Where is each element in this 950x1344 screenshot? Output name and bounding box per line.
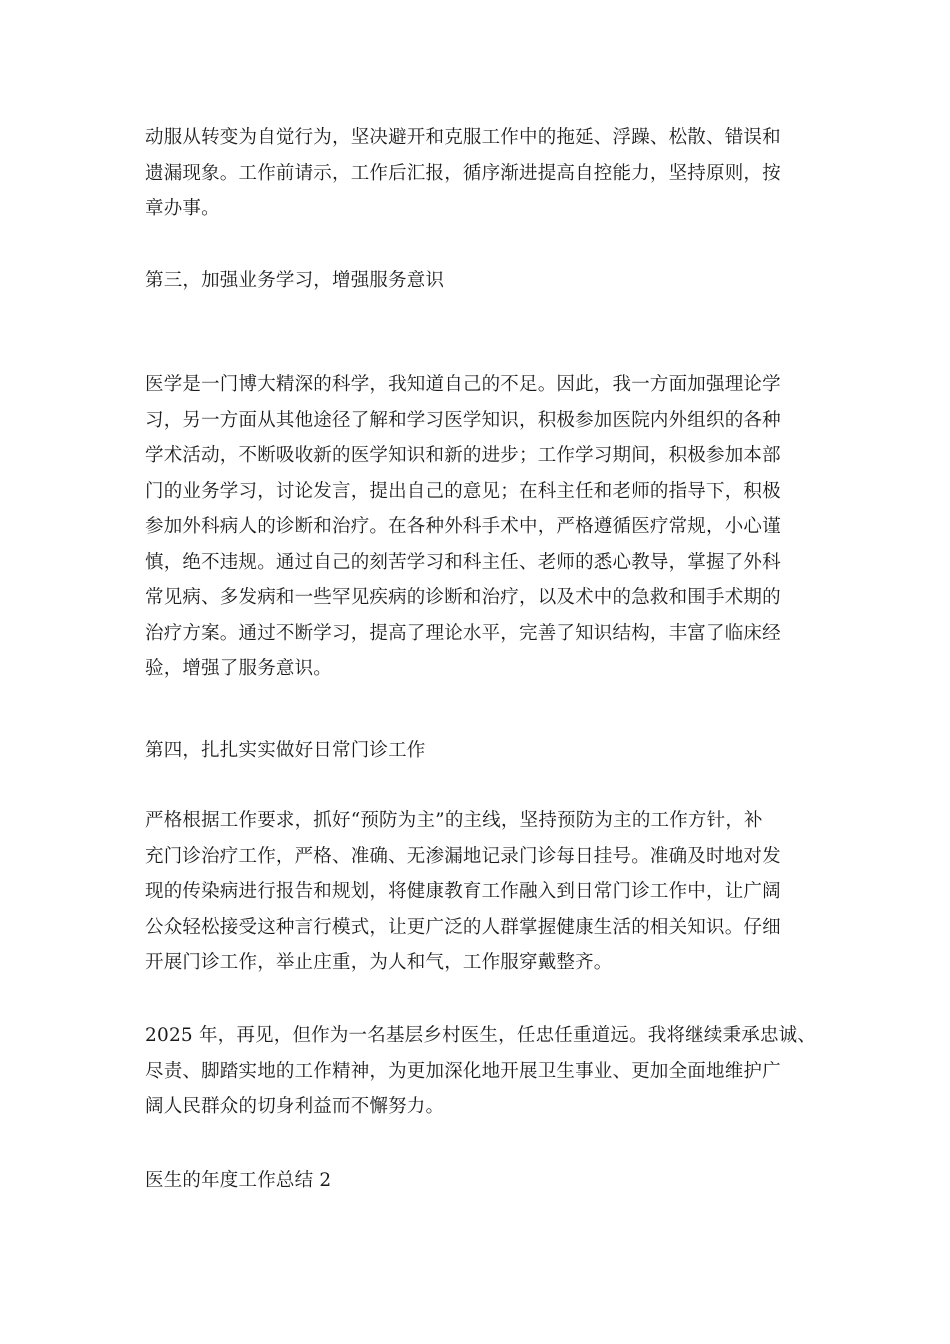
paragraph-line: 章办事。 [145, 198, 220, 219]
paragraph-line: 验，增强了服务意识。 [145, 658, 333, 679]
paragraph-clinic [145, 803, 815, 981]
paragraph-line: 治疗方案。通过不断学习，提高了理论水平，完善了知识结构，丰富了临床经 [145, 622, 781, 644]
paragraph-continuation [145, 120, 815, 227]
paragraph-line: 常见病、多发病和一些罕见疾病的诊断和治疗，以及术中的急救和围手术期的 [145, 587, 781, 608]
paragraph-line: 参加外科病人的诊断和治疗。在各种外科手术中，严格遵循医疗常规，小心谨 [145, 516, 781, 537]
paragraph-line: 遗漏现象。工作前请示，工作后汇报，循序渐进提高自控能力，坚持原则，按 [145, 162, 781, 184]
paragraph-line: 2025 年，再见，但作为一名基层乡村医生，任忠任重道远。我将继续秉承忠诚、 [145, 1025, 817, 1046]
paragraph-line: 尽责、脚踏实地的工作精神，为更加深化地开展卫生事业、更加全面地维护广 [145, 1060, 781, 1082]
paragraph-line: 开展门诊工作，举止庄重，为人和气，工作服穿戴整齐。 [145, 952, 613, 973]
heading-section-4 [145, 733, 815, 769]
paragraph-line: 学术活动，不断吸收新的医学知识和新的进步；工作学习期间，积极参加本部 [145, 445, 781, 466]
section-title: 医生的年度工作总结 2 [145, 1170, 332, 1191]
paragraph-line: 阔人民群众的切身利益而不懈努力。 [145, 1096, 445, 1117]
section-heading: 第三，加强业务学习，增强服务意识 [145, 270, 445, 291]
paragraph-study [145, 367, 815, 687]
paragraph-line: 严格根据工作要求，抓好“预防为主”的主线，坚持预防为主的工作方针，补 [145, 810, 763, 831]
paragraph-closing [145, 1018, 815, 1125]
paragraph-line: 门的业务学习，讨论发言，提出自己的意见；在科主任和老师的指导下，积极 [145, 480, 781, 502]
paragraph-line: 动服从转变为自觉行为，坚决避开和克服工作中的拖延、浮躁、松散、错误和 [145, 127, 781, 148]
paragraph-line: 习，另一方面从其他途径了解和学习医学知识，积极参加医院内外组织的各种 [145, 409, 781, 431]
paragraph-line: 现的传染病进行报告和规划，将健康教育工作融入到日常门诊工作中，让广阔 [145, 881, 781, 902]
paragraph-line: 充门诊治疗工作，严格、准确、无渗漏地记录门诊每日挂号。准确及时地对发 [145, 845, 781, 867]
paragraph-line: 医学是一门博大精深的科学，我知道自己的不足。因此，我一方面加强理论学 [145, 374, 781, 395]
paragraph-line: 慎，绝不违规。通过自己的刻苦学习和科主任、老师的悉心教导，掌握了外科 [145, 551, 781, 573]
paragraph-line: 公众轻松接受这种言行模式，让更广泛的人群掌握健康生活的相关知识。仔细 [145, 916, 781, 938]
heading-section-3 [145, 263, 815, 299]
section-title-block [145, 1163, 815, 1199]
section-heading: 第四，扎扎实实做好日常门诊工作 [145, 740, 426, 761]
